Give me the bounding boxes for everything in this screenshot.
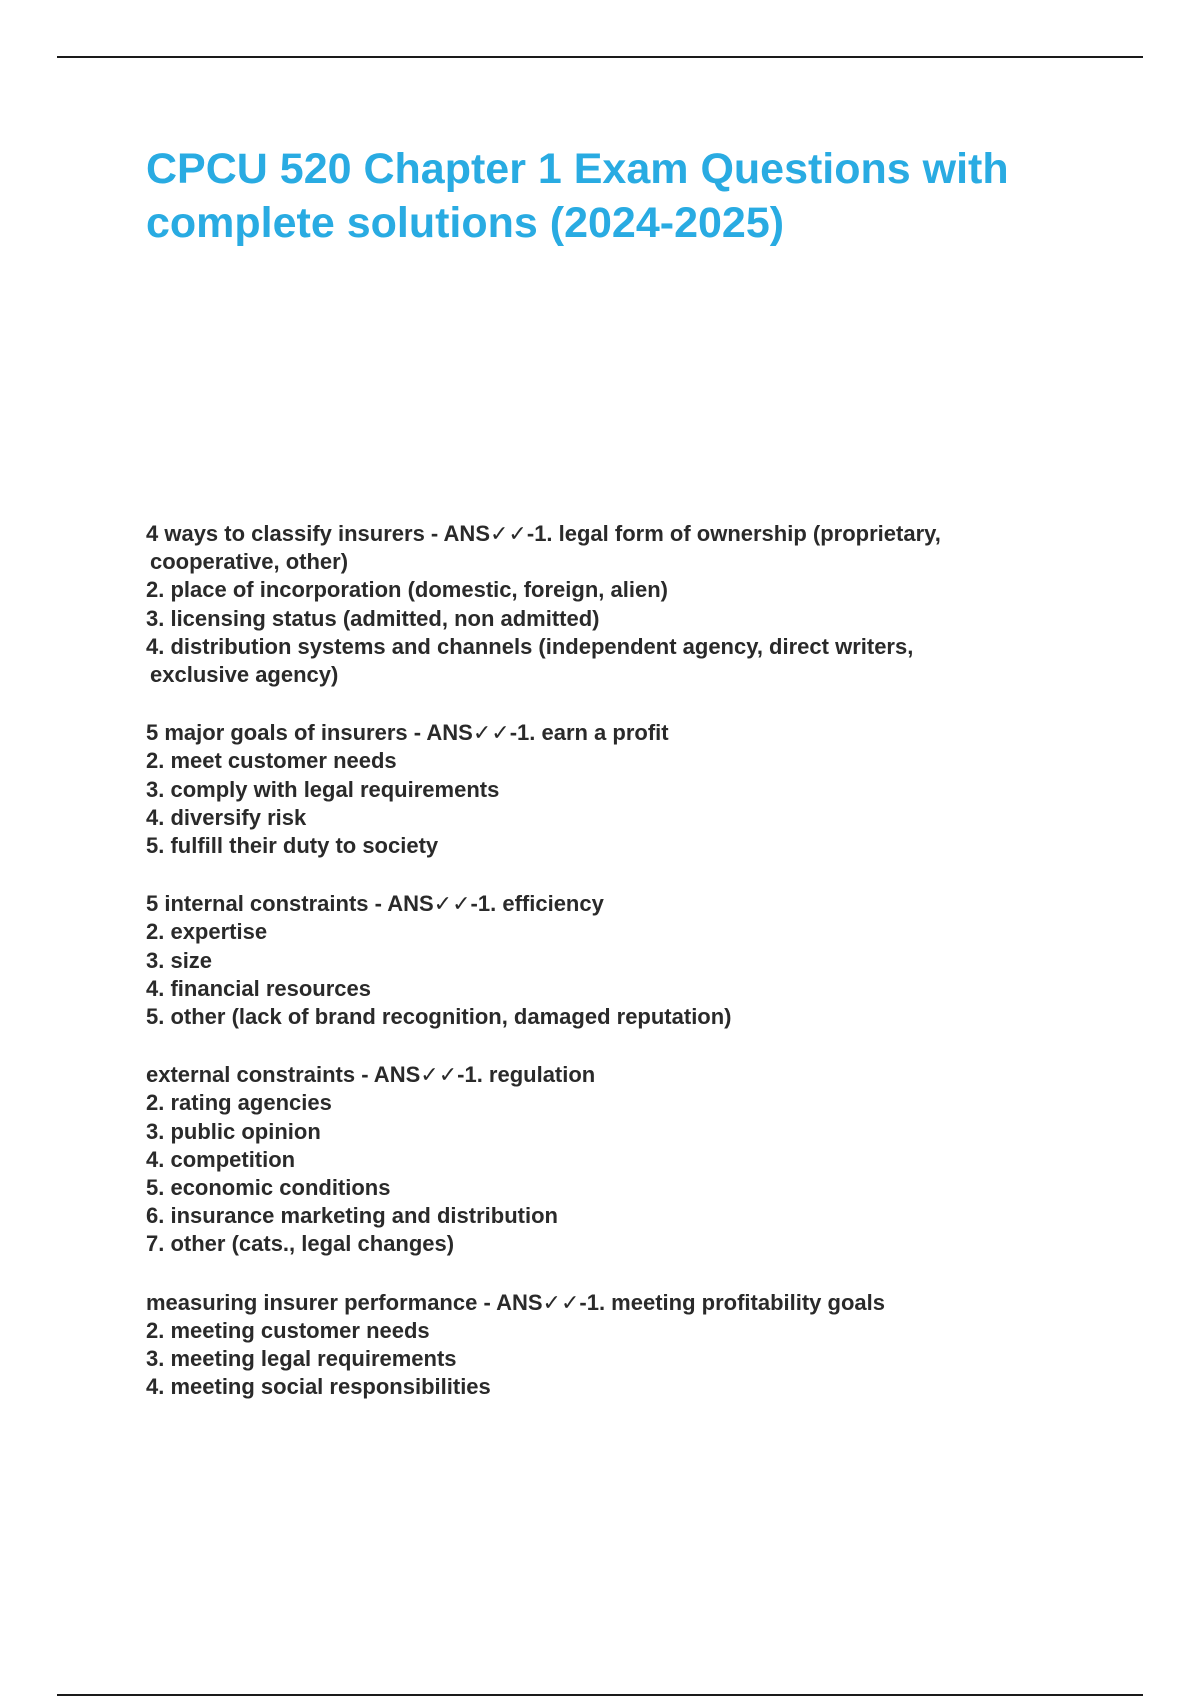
qa-classify-insurers: [146, 520, 1086, 689]
qa-line: 6. insurance marketing and distribution: [146, 1203, 558, 1229]
qa-line: 4. competition: [146, 1146, 296, 1172]
qa-line: 5. other (lack of brand recognition, damaged reputation): [146, 1004, 732, 1030]
qa-line: 2. expertise: [146, 919, 268, 945]
qa-line: 4 ways to classify insurers - ANS✓✓-1. legal form of ownership (proprietary,: [146, 521, 941, 546]
qa-line: 5 major goals of insurers - ANS✓✓-1. earn a profit: [146, 720, 669, 746]
bottom-rule: [57, 1694, 1143, 1696]
qa-line: 5 internal constraints - ANS✓✓-1. efficiency: [146, 891, 604, 917]
qa-external-constraints: [146, 1061, 1086, 1258]
qa-insurer-performance: [146, 1289, 1086, 1402]
document-title: CPCU 520 Chapter 1 Exam Questions with complete solutions (2024-2025): [146, 145, 1009, 247]
qa-line: 3. public opinion: [146, 1118, 321, 1144]
qa-line: 3. comply with legal requirements: [146, 776, 500, 802]
qa-line: 4. financial resources: [146, 975, 371, 1001]
qa-content: [146, 520, 1086, 1431]
qa-line: 2. meet customer needs: [146, 748, 397, 774]
qa-line: 4. distribution systems and channels (independent agency, direct writers,: [146, 633, 914, 659]
top-rule: [57, 56, 1143, 58]
qa-line: 2. meeting customer needs: [146, 1317, 430, 1343]
qa-line: 5. fulfill their duty to society: [146, 833, 439, 859]
qa-line: exclusive agency): [150, 662, 339, 688]
qa-line: external constraints - ANS✓✓-1. regulation: [146, 1062, 596, 1088]
qa-line: 4. meeting social responsibilities: [146, 1374, 491, 1400]
qa-line: cooperative, other): [150, 549, 349, 575]
qa-internal-constraints: [146, 890, 1086, 1031]
qa-line: 2. rating agencies: [146, 1090, 332, 1116]
qa-major-goals: [146, 719, 1086, 860]
qa-line: 3. meeting legal requirements: [146, 1346, 457, 1372]
qa-line: 7. other (cats., legal changes): [146, 1231, 455, 1257]
qa-line: 4. diversify risk: [146, 804, 307, 830]
qa-line: measuring insurer performance - ANS✓✓-1. meeting profitability goals: [146, 1289, 885, 1315]
qa-line: 2. place of incorporation (domestic, foreign, alien): [146, 577, 668, 603]
qa-line: 3. size: [146, 947, 213, 973]
qa-line: 3. licensing status (admitted, non admitted): [146, 605, 600, 631]
qa-line: 5. economic conditions: [146, 1175, 391, 1201]
